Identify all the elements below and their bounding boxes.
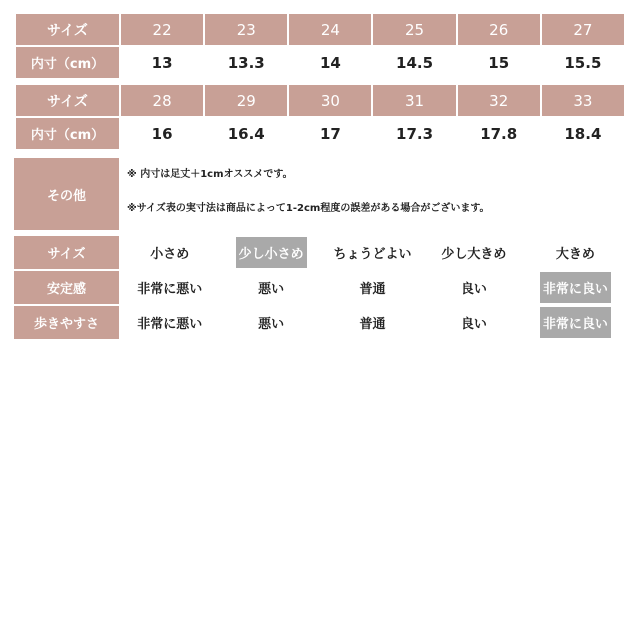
other-notes-section bbox=[14, 158, 626, 230]
inner-length-value: 17 bbox=[289, 118, 371, 149]
size-value: 33 bbox=[542, 85, 624, 116]
rating-label: 歩きやすさ bbox=[14, 306, 119, 339]
size-header-label: サイズ bbox=[16, 85, 119, 116]
size-value: 31 bbox=[373, 85, 455, 116]
note-measurement-error: ※サイズ表の実寸法は商品によって1-2cm程度の誤差がある場合がございます。 bbox=[127, 203, 490, 214]
inner-length-value: 14.5 bbox=[373, 47, 455, 78]
note-inner-size: ※ 内寸は足丈＋1cmオススメです。 bbox=[127, 169, 293, 180]
rating-option: 非常に良い bbox=[525, 306, 626, 339]
inner-length-value: 15 bbox=[458, 47, 540, 78]
size-value: 27 bbox=[542, 14, 624, 45]
rating-row-size bbox=[14, 236, 626, 269]
rating-option: 大きめ bbox=[555, 247, 595, 262]
size-value: 22 bbox=[121, 14, 203, 45]
rating-option: 少し小さめ bbox=[220, 236, 321, 269]
inner-length-value: 14 bbox=[289, 47, 371, 78]
inner-length-value: 16.4 bbox=[205, 118, 287, 149]
size-value: 23 bbox=[205, 14, 287, 45]
rating-label: サイズ bbox=[14, 236, 119, 269]
rating-option: 非常に悪い bbox=[137, 282, 203, 297]
other-label: その他 bbox=[14, 158, 119, 230]
rating-option: 少し大きめ bbox=[441, 247, 507, 262]
rating-option: 悪い bbox=[258, 282, 285, 297]
rating-section bbox=[14, 236, 626, 341]
inner-length-label: 内寸（cm） bbox=[16, 118, 119, 149]
inner-length-value: 17.8 bbox=[458, 118, 540, 149]
inner-length-value: 16 bbox=[121, 118, 203, 149]
rating-label: 安定感 bbox=[14, 271, 119, 304]
inner-length-value: 13 bbox=[121, 47, 203, 78]
size-value: 25 bbox=[373, 14, 455, 45]
size-table-2 bbox=[14, 83, 626, 151]
rating-row-walkability bbox=[14, 306, 626, 339]
size-value: 29 bbox=[205, 85, 287, 116]
size-table-1 bbox=[14, 12, 626, 80]
rating-option: 良い bbox=[460, 317, 487, 332]
rating-option: 非常に悪い bbox=[137, 317, 203, 332]
rating-option: 悪い bbox=[258, 317, 285, 332]
rating-option: ちょうどよい bbox=[333, 247, 412, 262]
size-value: 26 bbox=[458, 14, 540, 45]
inner-length-value: 15.5 bbox=[542, 47, 624, 78]
rating-option: 非常に良い bbox=[525, 271, 626, 304]
size-header-row bbox=[16, 85, 624, 116]
size-header-row bbox=[16, 14, 624, 45]
size-value: 32 bbox=[458, 85, 540, 116]
size-value: 24 bbox=[289, 14, 371, 45]
inner-length-value: 18.4 bbox=[542, 118, 624, 149]
rating-option: 小さめ bbox=[150, 247, 190, 262]
size-header-label: サイズ bbox=[16, 14, 119, 45]
rating-option: 普通 bbox=[359, 317, 386, 332]
inner-length-value: 17.3 bbox=[373, 118, 455, 149]
inner-length-value: 13.3 bbox=[205, 47, 287, 78]
rating-option: 良い bbox=[460, 282, 487, 297]
size-value: 30 bbox=[289, 85, 371, 116]
rating-option: 普通 bbox=[359, 282, 386, 297]
other-notes bbox=[119, 158, 626, 230]
inner-length-row bbox=[16, 118, 624, 149]
inner-length-label: 内寸（cm） bbox=[16, 47, 119, 78]
inner-length-row bbox=[16, 47, 624, 78]
rating-row-stability bbox=[14, 271, 626, 304]
size-value: 28 bbox=[121, 85, 203, 116]
